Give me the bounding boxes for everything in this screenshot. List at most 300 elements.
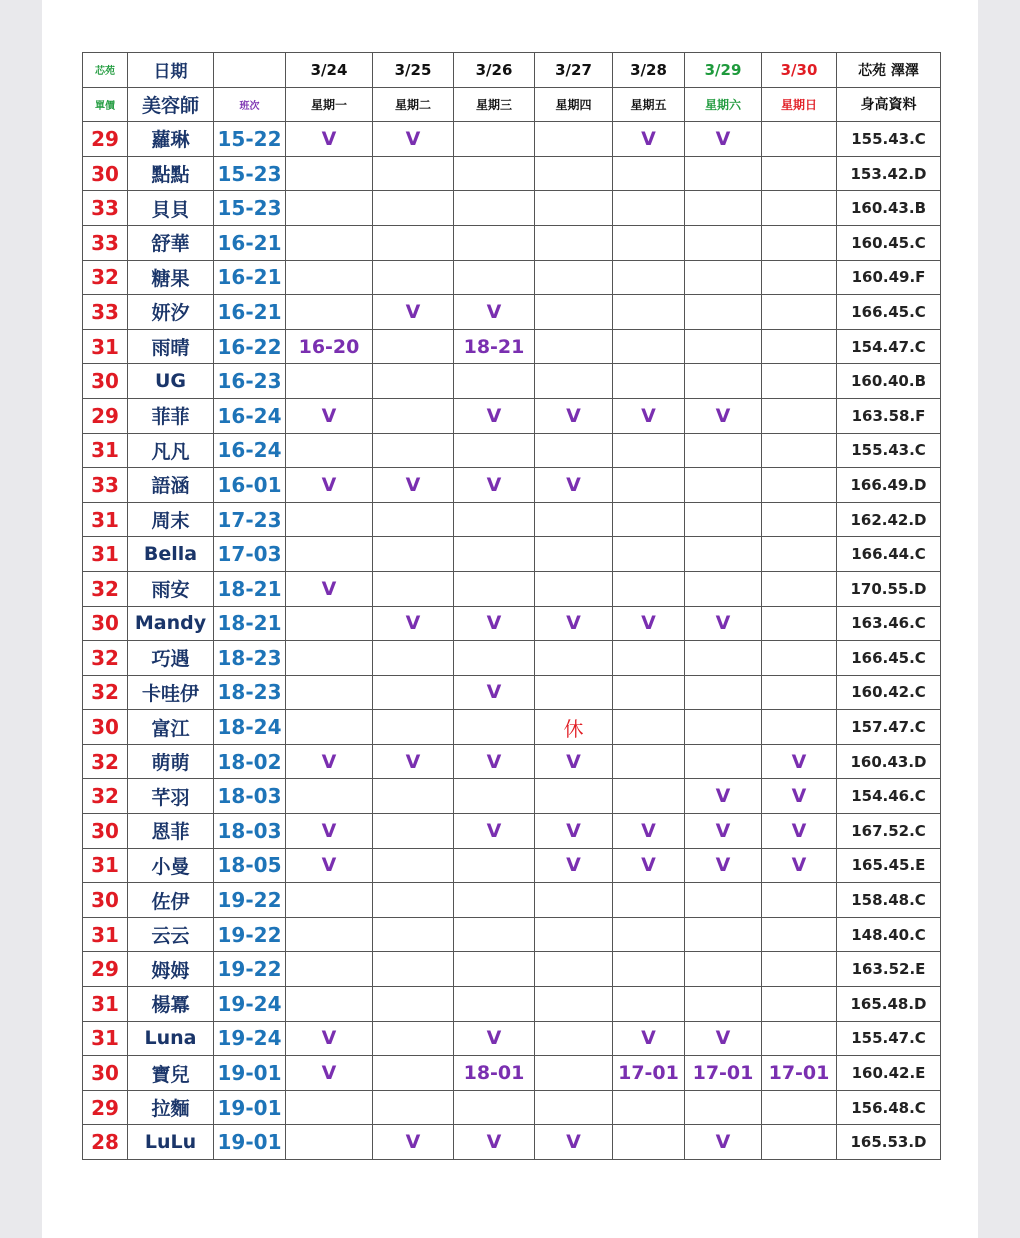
day-cell <box>373 225 454 260</box>
table-row <box>83 1056 941 1091</box>
stylist-name-cell: 語涵 <box>128 468 214 503</box>
header-date-6: 3/29 <box>685 53 762 88</box>
day-cell <box>762 260 837 295</box>
day-cell: V <box>286 398 373 433</box>
day-cell <box>685 744 762 779</box>
height-data-cell: 166.45.C <box>837 295 941 330</box>
price-cell: 32 <box>83 260 128 295</box>
shift-cell: 19-01 <box>214 1125 286 1160</box>
day-cell <box>373 1021 454 1056</box>
day-cell <box>685 191 762 226</box>
header-date-5: 3/28 <box>613 53 685 88</box>
table-row <box>83 537 941 572</box>
day-cell <box>685 260 762 295</box>
day-cell <box>613 502 685 537</box>
day-cell <box>373 952 454 987</box>
table-row <box>83 1090 941 1125</box>
table-row <box>83 1021 941 1056</box>
day-cell: V <box>535 814 613 849</box>
day-cell <box>613 675 685 710</box>
day-cell: V <box>685 1021 762 1056</box>
shift-cell: 16-22 <box>214 329 286 364</box>
day-cell <box>762 641 837 676</box>
table-row <box>83 987 941 1022</box>
height-data-cell: 170.55.D <box>837 571 941 606</box>
stylist-name-cell: 雨安 <box>128 571 214 606</box>
stylist-name-cell: 寶兒 <box>128 1056 214 1091</box>
day-cell <box>685 917 762 952</box>
shift-cell: 16-24 <box>214 433 286 468</box>
height-data-cell: 154.46.C <box>837 779 941 814</box>
day-cell <box>762 675 837 710</box>
day-cell: V <box>454 1125 535 1160</box>
day-cell <box>762 398 837 433</box>
day-cell <box>373 364 454 399</box>
day-cell: V <box>535 606 613 641</box>
day-cell <box>286 917 373 952</box>
day-cell <box>613 883 685 918</box>
day-cell: 17-01 <box>762 1056 837 1091</box>
day-cell <box>373 329 454 364</box>
height-data-cell: 163.52.E <box>837 952 941 987</box>
table-row <box>83 191 941 226</box>
day-cell <box>613 295 685 330</box>
day-cell <box>613 156 685 191</box>
header-weekday-2: 星期二 <box>373 87 454 122</box>
day-cell: V <box>535 848 613 883</box>
day-cell <box>762 1125 837 1160</box>
height-data-cell: 157.47.C <box>837 710 941 745</box>
stylist-name-cell: 拉麵 <box>128 1090 214 1125</box>
day-cell: V <box>286 1056 373 1091</box>
height-data-cell: 154.47.C <box>837 329 941 364</box>
stylist-name-cell: 點點 <box>128 156 214 191</box>
shift-cell: 18-03 <box>214 814 286 849</box>
height-data-cell: 166.44.C <box>837 537 941 572</box>
header-row-weekdays <box>83 87 941 122</box>
stylist-name-cell: 雨晴 <box>128 329 214 364</box>
shift-cell: 19-22 <box>214 952 286 987</box>
day-cell: V <box>373 744 454 779</box>
day-cell <box>685 883 762 918</box>
day-cell <box>286 952 373 987</box>
day-cell: V <box>613 122 685 157</box>
price-cell: 33 <box>83 191 128 226</box>
day-cell <box>535 191 613 226</box>
header-empty-cell <box>214 53 286 88</box>
header-weekday-1: 星期一 <box>286 87 373 122</box>
day-cell <box>535 952 613 987</box>
day-cell <box>613 260 685 295</box>
table-row <box>83 675 941 710</box>
day-cell <box>762 1090 837 1125</box>
table-row <box>83 606 941 641</box>
header-shift-label: 班次 <box>214 87 286 122</box>
day-cell <box>762 917 837 952</box>
day-cell <box>454 260 535 295</box>
day-cell: V <box>762 848 837 883</box>
stylist-name-cell: 糖果 <box>128 260 214 295</box>
day-cell <box>535 537 613 572</box>
stylist-name-cell: 舒華 <box>128 225 214 260</box>
height-data-cell: 160.42.C <box>837 675 941 710</box>
stylist-name-cell: Mandy <box>128 606 214 641</box>
day-cell <box>535 329 613 364</box>
stylist-name-cell: 妍汐 <box>128 295 214 330</box>
day-cell <box>286 156 373 191</box>
price-cell: 30 <box>83 1056 128 1091</box>
day-cell <box>286 191 373 226</box>
day-cell <box>454 779 535 814</box>
day-cell <box>373 260 454 295</box>
shift-cell: 19-24 <box>214 1021 286 1056</box>
day-cell <box>535 675 613 710</box>
day-cell: V <box>286 1021 373 1056</box>
stylist-name-cell: LuLu <box>128 1125 214 1160</box>
day-cell <box>454 641 535 676</box>
shift-cell: 15-23 <box>214 156 286 191</box>
day-cell: V <box>454 398 535 433</box>
day-cell: V <box>373 1125 454 1160</box>
day-cell: V <box>373 468 454 503</box>
day-cell <box>454 122 535 157</box>
price-cell: 33 <box>83 225 128 260</box>
day-cell: V <box>685 848 762 883</box>
table-row <box>83 744 941 779</box>
day-cell <box>535 1090 613 1125</box>
table-row <box>83 1125 941 1160</box>
day-cell <box>286 883 373 918</box>
day-cell <box>535 987 613 1022</box>
shift-cell: 19-01 <box>214 1056 286 1091</box>
table-row <box>83 364 941 399</box>
day-cell <box>286 1090 373 1125</box>
day-cell: V <box>535 398 613 433</box>
day-cell <box>535 156 613 191</box>
price-cell: 30 <box>83 606 128 641</box>
height-data-cell: 163.46.C <box>837 606 941 641</box>
stylist-name-cell: 富江 <box>128 710 214 745</box>
day-cell <box>535 502 613 537</box>
day-cell <box>613 537 685 572</box>
day-cell <box>685 987 762 1022</box>
table-row <box>83 848 941 883</box>
day-cell <box>685 468 762 503</box>
day-cell <box>685 952 762 987</box>
day-cell <box>762 468 837 503</box>
day-cell: V <box>685 122 762 157</box>
day-cell <box>373 814 454 849</box>
day-cell <box>454 710 535 745</box>
day-cell: V <box>535 468 613 503</box>
height-data-cell: 158.48.C <box>837 883 941 918</box>
height-data-cell: 160.45.C <box>837 225 941 260</box>
day-cell <box>762 225 837 260</box>
day-cell <box>373 502 454 537</box>
day-cell <box>373 156 454 191</box>
day-cell: V <box>685 398 762 433</box>
day-cell: V <box>613 606 685 641</box>
day-cell <box>535 433 613 468</box>
header-price-label: 單價 <box>83 87 128 122</box>
day-cell <box>286 710 373 745</box>
table-row <box>83 883 941 918</box>
day-cell <box>685 225 762 260</box>
stylist-name-cell: 恩菲 <box>128 814 214 849</box>
stylist-name-cell: 楊冪 <box>128 987 214 1022</box>
header-weekday-3: 星期三 <box>454 87 535 122</box>
height-data-cell: 165.48.D <box>837 987 941 1022</box>
day-cell <box>613 987 685 1022</box>
day-cell: V <box>685 1125 762 1160</box>
shift-cell: 16-21 <box>214 295 286 330</box>
shift-cell: 15-23 <box>214 191 286 226</box>
header-date-4: 3/27 <box>535 53 613 88</box>
table-row <box>83 917 941 952</box>
price-cell: 31 <box>83 917 128 952</box>
shift-cell: 18-23 <box>214 675 286 710</box>
shift-cell: 16-23 <box>214 364 286 399</box>
day-cell <box>535 779 613 814</box>
day-cell <box>613 641 685 676</box>
day-cell <box>535 571 613 606</box>
height-data-cell: 156.48.C <box>837 1090 941 1125</box>
height-data-cell: 160.49.F <box>837 260 941 295</box>
day-cell <box>685 329 762 364</box>
day-cell <box>762 433 837 468</box>
day-cell <box>286 260 373 295</box>
day-cell: V <box>373 122 454 157</box>
day-cell <box>762 295 837 330</box>
height-data-cell: 165.53.D <box>837 1125 941 1160</box>
shift-cell: 18-03 <box>214 779 286 814</box>
day-cell: 18-01 <box>454 1056 535 1091</box>
shift-cell: 16-21 <box>214 225 286 260</box>
price-cell: 30 <box>83 814 128 849</box>
day-cell <box>685 364 762 399</box>
day-cell <box>685 571 762 606</box>
day-cell <box>762 571 837 606</box>
price-cell: 29 <box>83 122 128 157</box>
day-cell <box>685 295 762 330</box>
day-cell <box>535 364 613 399</box>
day-cell: V <box>454 675 535 710</box>
stylist-name-cell: 云云 <box>128 917 214 952</box>
day-cell: V <box>286 122 373 157</box>
day-cell <box>373 710 454 745</box>
price-cell: 29 <box>83 1090 128 1125</box>
table-row <box>83 295 941 330</box>
day-cell <box>762 122 837 157</box>
day-cell <box>286 606 373 641</box>
table-row <box>83 710 941 745</box>
height-data-cell: 148.40.C <box>837 917 941 952</box>
price-cell: 31 <box>83 502 128 537</box>
header-date-label: 日期 <box>128 53 214 88</box>
day-cell <box>373 917 454 952</box>
day-cell: V <box>613 1021 685 1056</box>
price-cell: 32 <box>83 744 128 779</box>
day-cell <box>454 156 535 191</box>
day-cell: V <box>613 814 685 849</box>
shift-cell: 16-21 <box>214 260 286 295</box>
header-date-2: 3/25 <box>373 53 454 88</box>
day-cell <box>454 848 535 883</box>
day-cell <box>762 987 837 1022</box>
day-cell <box>685 641 762 676</box>
day-cell <box>613 917 685 952</box>
day-cell: 18-21 <box>454 329 535 364</box>
day-cell <box>454 883 535 918</box>
day-cell: V <box>454 1021 535 1056</box>
day-cell <box>454 987 535 1022</box>
price-cell: 32 <box>83 571 128 606</box>
day-cell: 休 <box>535 710 613 745</box>
day-cell: V <box>286 571 373 606</box>
header-height-label: 身高資料 <box>837 87 941 122</box>
day-cell <box>685 710 762 745</box>
height-data-cell: 155.47.C <box>837 1021 941 1056</box>
day-cell <box>762 606 837 641</box>
day-cell <box>762 952 837 987</box>
day-cell: V <box>685 779 762 814</box>
day-cell <box>762 329 837 364</box>
header-date-3: 3/26 <box>454 53 535 88</box>
day-cell <box>685 156 762 191</box>
shift-cell: 19-22 <box>214 883 286 918</box>
header-weekday-4: 星期四 <box>535 87 613 122</box>
day-cell: V <box>762 814 837 849</box>
day-cell <box>286 987 373 1022</box>
day-cell <box>373 883 454 918</box>
shift-cell: 15-22 <box>214 122 286 157</box>
day-cell <box>373 675 454 710</box>
day-cell <box>286 225 373 260</box>
day-cell: V <box>762 744 837 779</box>
day-cell <box>373 641 454 676</box>
day-cell: V <box>286 848 373 883</box>
day-cell <box>762 502 837 537</box>
stylist-name-cell: 巧遇 <box>128 641 214 676</box>
day-cell <box>373 191 454 226</box>
day-cell <box>454 952 535 987</box>
header-weekday-5: 星期五 <box>613 87 685 122</box>
day-cell: V <box>613 848 685 883</box>
day-cell <box>454 364 535 399</box>
price-cell: 31 <box>83 329 128 364</box>
price-cell: 29 <box>83 952 128 987</box>
price-cell: 30 <box>83 710 128 745</box>
shift-cell: 19-01 <box>214 1090 286 1125</box>
day-cell <box>286 779 373 814</box>
day-cell: V <box>286 744 373 779</box>
day-cell <box>286 675 373 710</box>
price-cell: 33 <box>83 295 128 330</box>
schedule-body <box>83 122 941 1160</box>
table-row <box>83 122 941 157</box>
shift-cell: 16-24 <box>214 398 286 433</box>
day-cell <box>685 675 762 710</box>
shift-cell: 18-21 <box>214 606 286 641</box>
day-cell <box>613 191 685 226</box>
stylist-name-cell: 芊羽 <box>128 779 214 814</box>
day-cell <box>286 1125 373 1160</box>
day-cell <box>762 364 837 399</box>
day-cell: V <box>685 606 762 641</box>
stylist-name-cell: 卡哇伊 <box>128 675 214 710</box>
day-cell <box>454 571 535 606</box>
stylist-name-cell: 佐伊 <box>128 883 214 918</box>
shift-cell: 17-03 <box>214 537 286 572</box>
table-row <box>83 641 941 676</box>
height-data-cell: 160.43.D <box>837 744 941 779</box>
day-cell: V <box>454 295 535 330</box>
header-date-1: 3/24 <box>286 53 373 88</box>
day-cell <box>535 295 613 330</box>
day-cell <box>373 433 454 468</box>
stylist-name-cell: 菲菲 <box>128 398 214 433</box>
day-cell <box>454 1090 535 1125</box>
shift-cell: 17-23 <box>214 502 286 537</box>
day-cell: V <box>454 814 535 849</box>
height-data-cell: 162.42.D <box>837 502 941 537</box>
day-cell <box>535 260 613 295</box>
shift-cell: 16-01 <box>214 468 286 503</box>
table-row <box>83 468 941 503</box>
day-cell <box>613 779 685 814</box>
price-cell: 30 <box>83 883 128 918</box>
day-cell <box>286 295 373 330</box>
stylist-name-cell: 貝貝 <box>128 191 214 226</box>
day-cell <box>373 779 454 814</box>
day-cell <box>535 917 613 952</box>
stylist-name-cell: 周末 <box>128 502 214 537</box>
stylist-name-cell: Luna <box>128 1021 214 1056</box>
height-data-cell: 165.45.E <box>837 848 941 883</box>
day-cell <box>685 433 762 468</box>
shift-cell: 18-21 <box>214 571 286 606</box>
height-data-cell: 160.40.B <box>837 364 941 399</box>
day-cell <box>685 1090 762 1125</box>
table-row <box>83 779 941 814</box>
day-cell: V <box>454 468 535 503</box>
price-cell: 33 <box>83 468 128 503</box>
price-cell: 31 <box>83 433 128 468</box>
day-cell <box>454 537 535 572</box>
header-brand-names: 芯苑 澤澤 <box>837 53 941 88</box>
day-cell <box>373 1056 454 1091</box>
stylist-name-cell: 小曼 <box>128 848 214 883</box>
height-data-cell: 166.49.D <box>837 468 941 503</box>
day-cell <box>613 952 685 987</box>
header-stylist-label: 美容師 <box>128 87 214 122</box>
height-data-cell: 155.43.C <box>837 433 941 468</box>
day-cell <box>286 537 373 572</box>
table-row <box>83 225 941 260</box>
day-cell: V <box>454 744 535 779</box>
price-cell: 31 <box>83 987 128 1022</box>
day-cell <box>613 571 685 606</box>
day-cell <box>454 502 535 537</box>
day-cell <box>286 433 373 468</box>
day-cell <box>373 571 454 606</box>
schedule-table <box>82 52 941 1160</box>
day-cell <box>762 883 837 918</box>
stylist-name-cell: Bella <box>128 537 214 572</box>
price-cell: 31 <box>83 1021 128 1056</box>
day-cell <box>613 710 685 745</box>
height-data-cell: 163.58.F <box>837 398 941 433</box>
